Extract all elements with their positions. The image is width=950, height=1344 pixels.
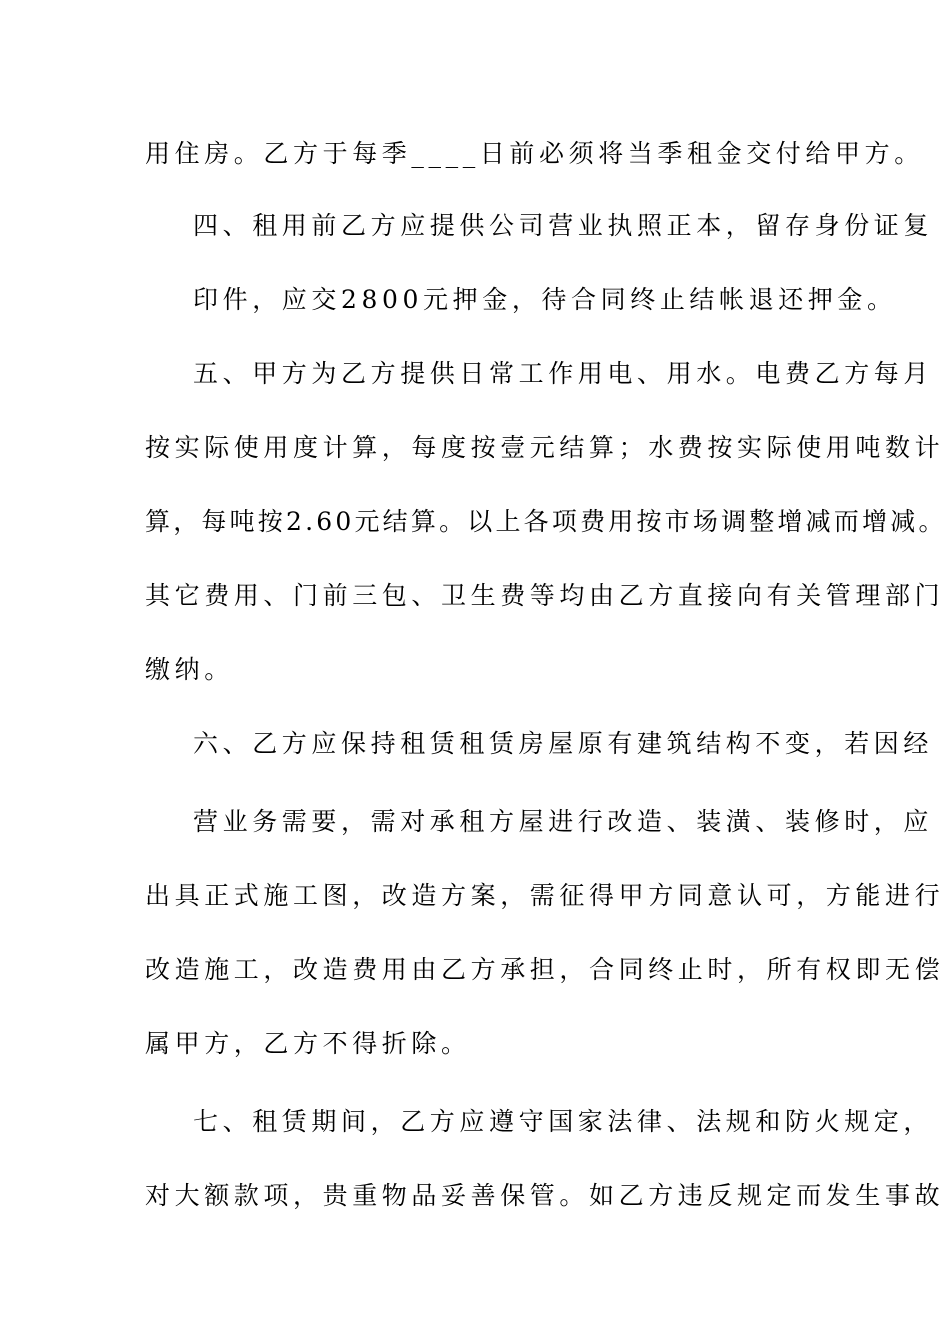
text-line: 营业务需要，需对承租方屋进行改造、装潢、装修时，应 — [193, 807, 934, 836]
text-line: 改造施工，改造费用由乙方承担，合同终止时，所有权即无偿 — [145, 955, 945, 984]
text-line: 四、租用前乙方应提供公司营业执照正本，留存身份证复 — [193, 211, 934, 240]
text-line: 印件，应交2800元押金，待合同终止结帐退还押金。 — [193, 285, 897, 314]
text-line: 对大额款项，贵重物品妥善保管。如乙方违反规定而发生事故 — [145, 1181, 945, 1210]
text-line: 其它费用、门前三包、卫生费等均由乙方直接向有关管理部门 — [145, 581, 945, 610]
text-line: 出具正式施工图，改造方案，需征得甲方同意认可，方能进行 — [145, 881, 945, 910]
text-line: 五、甲方为乙方提供日常工作用电、用水。电费乙方每月 — [193, 359, 934, 388]
text-line: 算，每吨按2.60元结算。以上各项费用按市场调整增减而增减。 — [145, 507, 947, 536]
text-line: 七、租赁期间，乙方应遵守国家法律、法规和防火规定， — [193, 1107, 934, 1136]
text-line: 六、乙方应保持租赁租赁房屋原有建筑结构不变，若因经 — [193, 729, 934, 758]
text-line: 属甲方，乙方不得折除。 — [145, 1029, 471, 1058]
text-line: 用住房。乙方于每季____日前必须将当季租金交付给甲方。 — [145, 139, 924, 168]
text-line: 按实际使用度计算，每度按壹元结算；水费按实际使用吨数计 — [145, 433, 945, 462]
text-line: 缴纳。 — [145, 655, 234, 684]
